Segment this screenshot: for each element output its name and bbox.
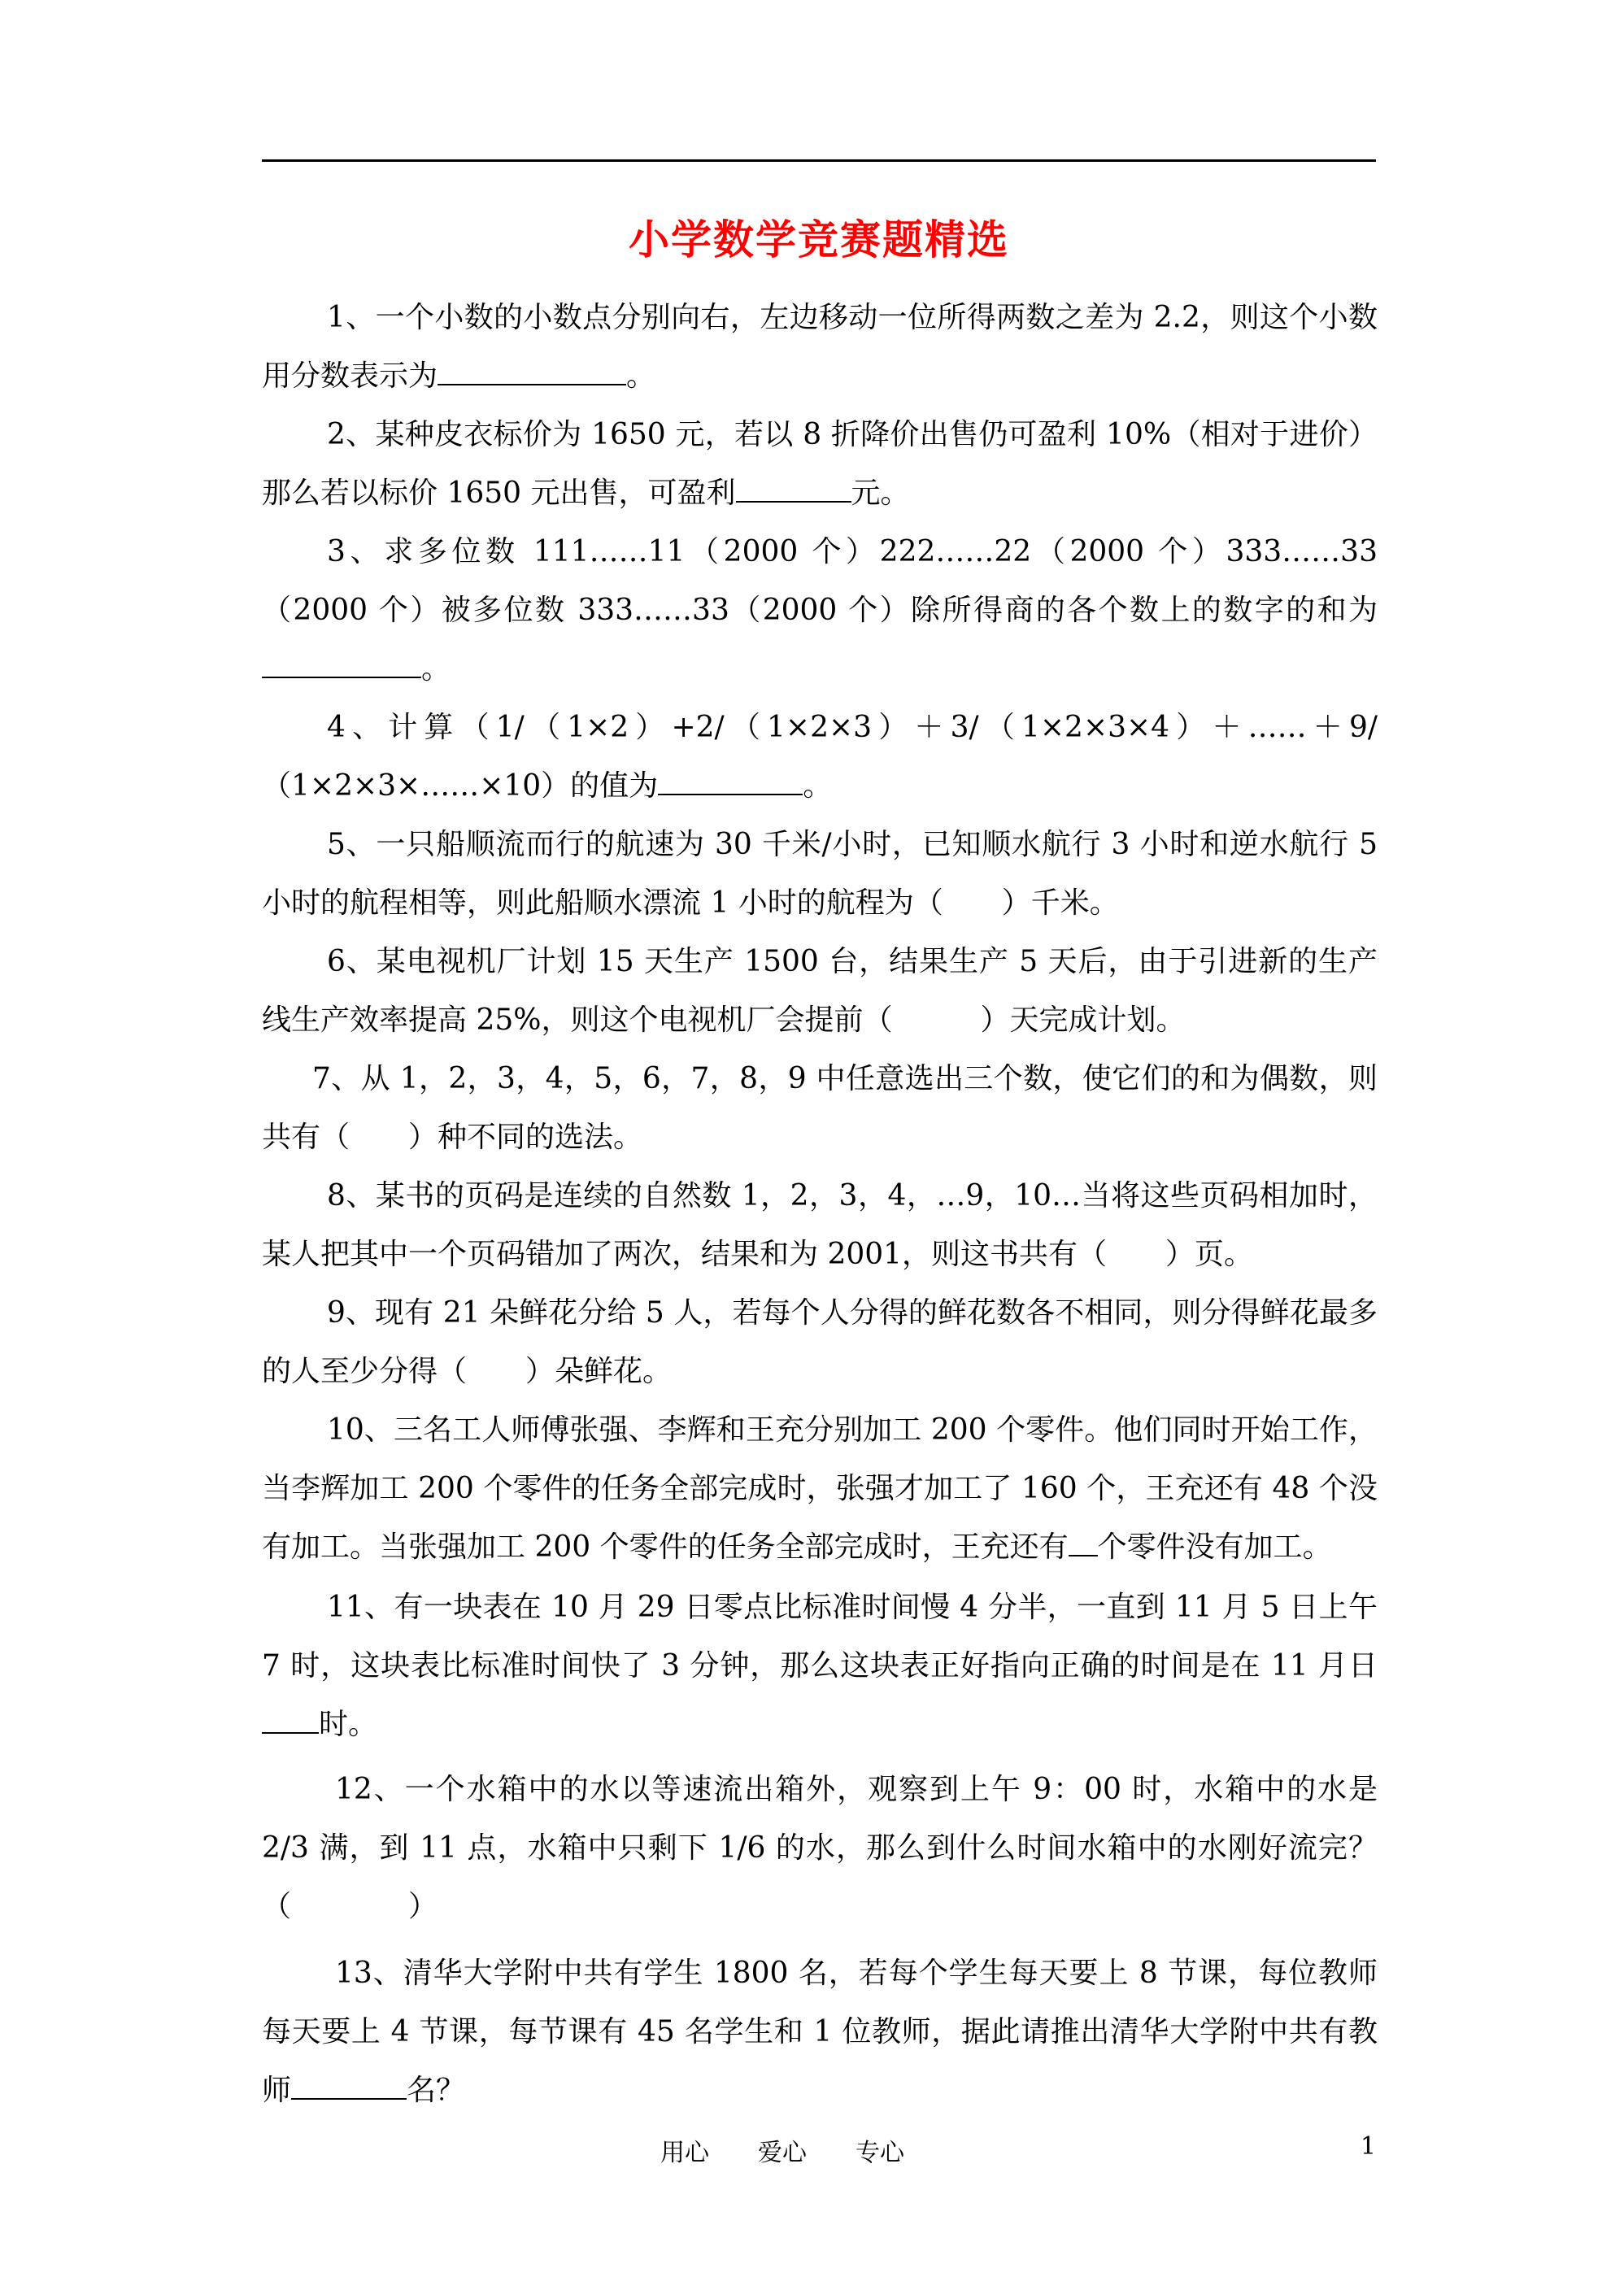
question-6: 6、某电视机厂计划 15 天生产 1500 台，结果生产 5 天后，由于引进新的生产线生产效率提高 25%，则这个电视机厂会提前（ ）天完成计划。 <box>262 945 1378 1037</box>
question-4: 4、计算（1/（1×2）+2/（1×2×3）＋3/（1×2×3×4）＋……＋9/（1×2×3×……×10）的值为 。 <box>262 711 1378 803</box>
question-8: 8、某书的页码是连续的自然数 1，2，3，4，…9，10…当将这些页码相加时，某人把其中一个页码错加了两次，结果和为 2001，则这书共有（ ）页。 <box>262 1179 1378 1271</box>
answer-blank <box>1069 1530 1098 1556</box>
answer-blank <box>438 359 626 385</box>
question-1: 1、一个小数的小数点分别向右，左边移动一位所得两数之差为 2.2，则这个小数用分数表示为 。 <box>262 301 1378 393</box>
footer-motto: 用心 爱心 专心 <box>660 2139 904 2167</box>
question-11: 11、有一块表在 10 月 29 日零点比标准时间慢 4 分半，一直到 11 月 5 日上午 7 时，这块表比标准时间快了 3 分钟，那么这块表正好指向正确的时间是在 11 月日时。 <box>262 1591 1378 1741</box>
question-7: 7、从 1，2，3，4，5，6，7，8，9 中任意选出三个数，使它们的和为偶数，则共有（ ）种不同的选法。 <box>262 1062 1378 1154</box>
page-number: 1 <box>1360 2132 1376 2161</box>
page-title: 小学数学竞赛题精选 <box>629 216 1009 263</box>
answer-blank <box>262 1708 319 1734</box>
answer-blank <box>736 477 851 503</box>
question-9: 9、现有 21 朵鲜花分给 5 人，若每个人分得的鲜花数各不相同，则分得鲜花最多的人至少分得（ ）朵鲜花。 <box>262 1296 1378 1388</box>
answer-blank <box>658 769 803 795</box>
question-12: 12、一个水箱中的水以等速流出箱外，观察到上午 9：00 时，水箱中的水是 2/3 满，到 11 点，水箱中只剩下 1/6 的水，那么到什么时间水箱中的水刚好流完？（ ） <box>262 1773 1378 1923</box>
header-rule <box>262 159 1376 162</box>
page-footer <box>262 2132 1376 2173</box>
answer-blank <box>262 652 421 678</box>
question-13: 13、清华大学附中共有学生 1800 名，若每个学生每天要上 8 节课，每位教师每天要上 4 节课，每节课有 45 名学生和 1 位教师，据此请推出清华大学附中共有教师 名？ <box>262 1957 1378 2107</box>
question-5: 5、一只船顺流而行的航速为 30 千米/小时，已知顺水航行 3 小时和逆水航行 5 小时的航程相等，则此船顺水漂流 1 小时的航程为（ ）千米。 <box>262 828 1378 920</box>
question-3: 3、求多位数 111……11（2000 个）222……22（2000 个）333……33（2000 个）被多位数 333……33（2000 个）除所得商的各个数上的数字的和为。 <box>262 535 1378 686</box>
question-2: 2、某种皮衣标价为 1650 元，若以 8 折降价出售仍可盈利 10%（相对于进价）那么若以标价 1650 元出售，可盈利 元。 <box>262 418 1378 510</box>
question-10: 10、三名工人师傅张强、李辉和王充分别加工 200 个零件。他们同时开始工作，当李辉加工 200 个零件的任务全部完成时，张强才加工了 160 个，王充还有 48 个没有加工。当张强加工 200 个零件的任务全部完成时，王充还有 个零件没有加工。 <box>262 1413 1378 1564</box>
question-list <box>262 289 1378 2120</box>
answer-blank <box>291 2074 407 2100</box>
